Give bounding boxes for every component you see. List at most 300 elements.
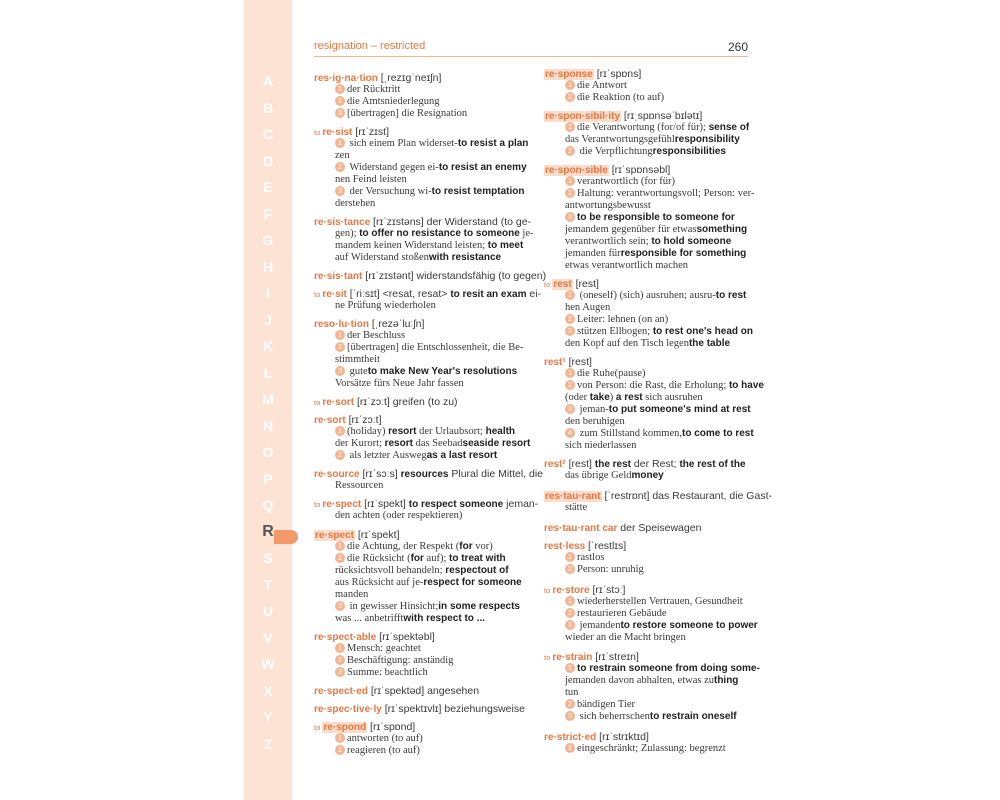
entry-line (565, 502, 587, 514)
entry-text: nen Feind leisten (335, 174, 407, 185)
headword: rest·less (544, 541, 586, 552)
entry-line (565, 428, 754, 440)
entry-text: auf); (423, 553, 449, 564)
entry-text: [rɪˈzɪst] (352, 126, 389, 138)
headword: res·tau·rant car (544, 523, 618, 534)
entry-line (565, 663, 760, 675)
example-phrase: to offer no resistance to someone (359, 228, 520, 239)
entry-line (565, 699, 635, 711)
thumb-index-letter-l[interactable]: L (263, 364, 273, 381)
sense-number: 3 (565, 326, 575, 336)
entry-text: [rest] (572, 278, 599, 290)
entry-text: das Verantwortungsgefühl (565, 134, 675, 145)
verb-marker: to (314, 398, 323, 407)
entry-text: [rɪˌspɒnsəˈbɪlətɪ] (621, 110, 703, 122)
verb-marker: to (544, 280, 553, 289)
entry-line (335, 577, 522, 589)
entry-line (565, 368, 646, 380)
example-phrase: to come to rest (682, 428, 754, 439)
entry-line (335, 162, 527, 174)
thumb-index-letter-i[interactable]: I (266, 285, 270, 301)
entry-text: Haltung: verantwortungsvoll; Person: ver- (577, 188, 755, 199)
headword: re·sort (322, 397, 355, 408)
entry-headword-line (314, 270, 546, 283)
entry-line (565, 212, 735, 224)
entry-line (335, 426, 515, 438)
entry-text: das Seebad (412, 438, 463, 449)
entry-text: (oneself) (sich) ausruhen; ausru- (577, 290, 716, 301)
entry-text: jemanden (577, 620, 621, 631)
entry-text: ) (609, 392, 616, 403)
example-phrase: to restrain someone from doing some- (577, 663, 760, 674)
entry-text: der Rest; (631, 458, 680, 470)
entry-text: als letzter Ausweg (347, 450, 427, 461)
entry-line (565, 122, 749, 134)
entry-text: antwortungsbewusst (565, 200, 651, 211)
entry-line (565, 470, 664, 482)
sense-number: 2 (565, 380, 575, 390)
entry-text: hen Augen (565, 302, 611, 313)
entry-line (565, 326, 753, 338)
sense-number: 1 (565, 122, 575, 132)
entry-text: tun (565, 687, 579, 698)
entry-line (565, 392, 703, 404)
thumb-index-letter-m[interactable]: M (262, 391, 274, 407)
example-phrase: to resist temptation (431, 186, 525, 197)
entry-line (565, 338, 730, 350)
entry-text: [rɪˈstreɪn] (592, 651, 639, 663)
example-phrase: to treat with (449, 553, 506, 564)
entry-text: sich niederlassen (565, 440, 637, 451)
example-phrase: as a last resort (426, 450, 498, 461)
entry-line (335, 438, 530, 450)
entry-text: die Antwort (577, 80, 627, 91)
entry-line (565, 620, 758, 632)
example-phrase: seaside resort (462, 438, 531, 449)
entry-text: stimmtheit (335, 354, 380, 365)
entry-line (335, 342, 523, 354)
headword: re·sis·tant (314, 271, 363, 282)
entry-text: den Kopf auf den Tisch legen (565, 338, 689, 349)
example-phrase: thing (713, 675, 739, 686)
sense-number: 1 (565, 552, 575, 562)
entry-line (335, 96, 439, 108)
entry-headword-line (314, 703, 525, 716)
sense-number: 2 (335, 96, 345, 106)
sense-number: 3 (335, 186, 345, 196)
entry-line (335, 240, 523, 252)
entry-line (565, 92, 664, 104)
entry-text: wieder an die Macht bringen (565, 632, 686, 643)
sense-number: 3 (565, 620, 575, 630)
verb-marker: to (544, 586, 553, 595)
thumb-index-letter-j[interactable]: J (264, 311, 272, 328)
headword: re·strict·ed (544, 732, 597, 743)
header-rule (314, 56, 748, 57)
sense-number: 2 (565, 146, 575, 156)
thumb-index-letter-n[interactable]: N (262, 417, 274, 434)
entry-text: jemandem gegenüber für etwas (565, 224, 697, 235)
entry-line (565, 596, 743, 608)
entry-text: Plural die Mittel, die (448, 468, 544, 480)
entry-line (335, 108, 467, 120)
example-phrase: to restrain oneself (649, 711, 737, 722)
entry-text: jemanden davon abhalten, etwas zu (565, 675, 714, 686)
example-phrase: to have (728, 380, 764, 391)
sense-number: 1 (335, 541, 345, 551)
headword: re·sort (314, 415, 346, 426)
entry-text: die Ruhe(pause) (577, 368, 646, 379)
entry-line (565, 608, 667, 620)
entry-line (565, 260, 688, 272)
entry-text: [rɪˈzɔːt] (345, 414, 382, 426)
headword: re·spon·sibil·ity (545, 111, 621, 122)
headword: re·spect·ed (314, 686, 368, 697)
entry-line (335, 150, 350, 162)
entry-text: manden (335, 589, 369, 600)
verb-marker: to (314, 128, 323, 137)
thumb-index-letter-d[interactable]: D (262, 152, 274, 169)
example-phrase: a rest (615, 392, 643, 403)
entry-line (565, 711, 737, 723)
entry-line (565, 632, 686, 644)
entry-text: je- (519, 228, 534, 239)
sense-number: 1 (565, 176, 575, 186)
sense-number: 1 (335, 643, 345, 653)
entry-text: [rɪˈspektəbl] (376, 631, 435, 643)
example-phrase: to resist an enemy (438, 162, 527, 173)
example-phrase: resort (388, 426, 417, 437)
example-phrase: to resist a plan (457, 138, 529, 149)
sense-number: 1 (335, 426, 345, 436)
entry-text: verantwortlich (for für) (577, 176, 675, 187)
entry-line (335, 589, 368, 601)
headword: re·spect (315, 530, 354, 541)
example-phrase: to respect someone (408, 499, 504, 510)
entry-text: [rɪˈstrɪktɪd] (596, 731, 649, 743)
example-phrase: with respect to ... (403, 613, 486, 624)
entry-text: die Rücksicht ( (347, 553, 411, 564)
entry-text: [rɪˈzɔːt] greifen (to zu) (354, 396, 458, 408)
example-phrase: out of (480, 565, 509, 576)
entry-text: [rɪˈspɒns] (593, 68, 642, 80)
example-phrase: to be responsible to someone for (577, 212, 735, 223)
thumb-index-letter-k[interactable]: K (262, 338, 274, 354)
example-phrase: to restore someone to power (620, 620, 758, 631)
entry-line (335, 330, 405, 342)
thumb-index-letter-h[interactable]: H (262, 258, 274, 275)
thumb-index-letter-r[interactable]: R (262, 522, 274, 540)
thumb-index-letter-e[interactable]: E (263, 179, 273, 195)
entry-text: [übertragen] die Entschlossenheit, die Be- (347, 342, 524, 353)
entry-text: Summe: beachtlich (347, 667, 428, 678)
entry-line (335, 228, 534, 240)
entry-text: aus Rücksicht auf je- (335, 577, 424, 588)
entry-text: jemanden für (565, 248, 621, 259)
headword: re·source (314, 469, 360, 480)
entry-line (565, 564, 644, 576)
entry-line (335, 667, 428, 679)
thumb-index-letter-t[interactable]: T (263, 576, 273, 593)
thumb-index-letter-o[interactable]: O (262, 444, 274, 460)
entry-text: restaurieren Gebäude (577, 608, 667, 619)
thumb-index-letter-u[interactable]: U (262, 603, 274, 619)
headword: reso·lu·tion (314, 319, 369, 330)
sense-number: 3 (565, 404, 575, 414)
entry-text: (oder (565, 392, 590, 403)
entry-line (565, 200, 651, 212)
entry-text: [ˈrestrɒnt] das Restaurant, die Gast- (601, 490, 772, 502)
entry-text: stätte (565, 502, 588, 513)
example-phrase: the rest (594, 459, 631, 470)
sense-number: 1 (565, 80, 575, 90)
entry-text: Mensch: geachtet (347, 643, 421, 654)
entry-text: der Versuchung wi- (347, 186, 432, 197)
entry-line (335, 480, 383, 492)
sense-number: 2 (565, 314, 575, 324)
entry-line (335, 354, 380, 366)
example-phrase: in some respects (438, 601, 520, 612)
sense-number: 2 (565, 564, 575, 574)
example-phrase: for (410, 553, 424, 564)
entry-line (335, 84, 400, 96)
entry-line (565, 188, 754, 200)
example-phrase: responsibility (674, 134, 740, 145)
entry-line (335, 601, 520, 613)
entry-text: Ressourcen (335, 480, 384, 491)
entry-text: die Amtsniederlegung (347, 96, 440, 107)
example-phrase: to resit an exam (450, 289, 527, 300)
thumb-index-letter-z[interactable]: Z (263, 735, 273, 752)
sense-number: 3 (565, 212, 575, 222)
entry-text: die Verantwortung (for/of für); (577, 122, 709, 133)
headword: re·strain (552, 652, 593, 663)
entry-text: zen (335, 150, 350, 161)
entry-line (565, 675, 738, 687)
example-phrase: take (589, 392, 610, 403)
entry-text: rastlos (577, 552, 605, 563)
entry-text: wiederherstellen Vertrauen, Gesundheit (577, 596, 743, 607)
entry-text: [ˌrezɪɡˈneɪʃn] (377, 72, 442, 84)
example-phrase: for (459, 541, 473, 552)
entry-line (565, 743, 726, 755)
headword: re·sist (322, 127, 353, 138)
entry-line (335, 198, 375, 210)
entry-line (565, 146, 726, 158)
entry-text: [rɪˈstɔː] (589, 584, 626, 596)
example-phrase: to make New Year's resolutions (367, 366, 518, 377)
entry-text: bändigen Tier (577, 699, 636, 710)
entry-text: Widerstand gegen ei- (347, 162, 439, 173)
entry-text: ne Prüfung wiederholen (335, 300, 436, 311)
headword: re·spon·sible (545, 165, 608, 176)
sense-number: 3 (335, 667, 345, 677)
sense-number: 2 (335, 450, 345, 460)
example-phrase: resort (384, 438, 413, 449)
entry-text: die Achtung, der Respekt ( (347, 541, 460, 552)
entry-headword-line (314, 685, 479, 698)
entry-text: [übertragen] die Resignation (347, 108, 468, 119)
example-phrase: the rest of the (679, 459, 746, 470)
sense-number: 2 (565, 699, 575, 709)
entry-text: von Person: die Rast, die Erholung; (577, 380, 729, 391)
example-phrase: to hold someone (651, 236, 732, 247)
entry-line (335, 378, 464, 390)
example-phrase: something (696, 224, 748, 235)
entry-text: der Urlaubsort; (416, 426, 486, 437)
example-phrase: responsible for something (620, 248, 747, 259)
verb-marker: to (314, 290, 323, 299)
headword: re·spec·tive·ly (314, 704, 382, 715)
entry-line (335, 300, 436, 312)
entry-line (565, 404, 751, 416)
entry-line (565, 416, 625, 428)
thumb-index-letter-a[interactable]: A (262, 73, 274, 89)
sense-number: 2 (565, 608, 575, 618)
headword: rest² (544, 459, 566, 470)
entry-text: Vorsätze fürs Neue Jahr fassen (335, 378, 464, 389)
sense-number: 2 (335, 655, 345, 665)
entry-line (565, 380, 764, 392)
entry-text: [rɪˈspekt] (354, 529, 400, 541)
entry-text: Beschäftigung: anständig (347, 655, 454, 666)
sense-number: 1 (565, 290, 575, 300)
entry-text: der Speisewagen (617, 522, 702, 534)
entry-line (565, 440, 636, 452)
thumb-index-letter-x[interactable]: X (263, 682, 273, 699)
entry-text: [rɪˈspekt] (361, 498, 409, 510)
entry-line (335, 186, 524, 198)
sense-number: 4 (565, 428, 575, 438)
entry-line (565, 314, 668, 326)
entry-line (335, 613, 485, 625)
example-phrase: to meet (487, 240, 524, 251)
sense-number: 1 (565, 743, 575, 753)
sense-number: 2 (565, 188, 575, 198)
thumb-index-letter-f[interactable]: F (263, 205, 273, 222)
thumb-index-letter-s[interactable]: S (263, 550, 273, 566)
example-phrase: responsibilities (652, 146, 726, 157)
entry-text: auf Widerstand stoßen (335, 252, 429, 263)
entry-text: was ... anbetrifft (335, 613, 404, 624)
headword: re·sponse (545, 69, 593, 80)
entry-text: gen); (335, 228, 360, 239)
entry-text: [rest] (565, 356, 592, 368)
entry-text: mandem keinen Widerstand leisten; (335, 240, 488, 251)
headword: re·sit (322, 289, 347, 300)
thumb-index-letter-p[interactable]: P (263, 470, 273, 487)
entry-text: [ˌrezəˈluːʃn] (369, 318, 425, 330)
example-phrase: respect (445, 565, 481, 576)
entry-line (335, 565, 509, 577)
example-phrase: the table (688, 338, 731, 349)
entry-line (565, 176, 675, 188)
entry-line (565, 302, 610, 314)
entry-line (565, 224, 747, 236)
thumb-index-letter-c[interactable]: C (262, 126, 274, 142)
sense-number: 1 (565, 368, 575, 378)
sense-number: 2 (335, 745, 345, 755)
entry-text: jeman- (577, 404, 609, 415)
thumb-index-letter-w[interactable]: W (261, 656, 275, 672)
entry-text: der Kurort; (335, 438, 385, 449)
verb-marker: to (314, 723, 323, 732)
entry-text: vor) (472, 541, 493, 552)
sense-number: 3 (335, 108, 345, 118)
thumb-index-letter-v[interactable]: V (263, 629, 273, 646)
entry-text: stützen Ellbogen; (577, 326, 653, 337)
example-phrase: respect for someone (423, 577, 522, 588)
verb-marker: to (314, 500, 323, 509)
example-phrase: to rest one's head on (652, 326, 753, 337)
entry-text: sich einem Plan widerset- (347, 138, 458, 149)
thumb-index-letter-q[interactable]: Q (262, 497, 274, 513)
entry-text: gute (347, 366, 368, 377)
entry-line (335, 252, 501, 264)
headword: res·tau·rant (545, 491, 601, 502)
sense-number: 1 (565, 663, 575, 673)
page-header-title: resignation – restricted (314, 40, 426, 52)
example-phrase: to put someone's mind at rest (608, 404, 751, 415)
page-number: 260 (727, 40, 748, 54)
sense-number: 1 (335, 733, 345, 743)
entry-text: [ˈriːsɪt] <resat, resat> (346, 288, 451, 300)
headword: rest (553, 279, 572, 290)
entry-line (335, 745, 420, 757)
entry-line (565, 687, 578, 699)
entry-text: antworten (to auf) (347, 733, 423, 744)
example-phrase: with resistance (428, 252, 502, 263)
entry-text: die Reaktion (to auf) (577, 92, 665, 103)
example-phrase: resources (400, 469, 449, 480)
entry-text: die Verpflichtung (577, 146, 653, 157)
entry-text: [rest] (565, 458, 595, 470)
headword: rest¹ (544, 357, 566, 368)
example-phrase: to rest (715, 290, 747, 301)
sense-number: 2 (335, 162, 345, 172)
headword: re·spect (322, 499, 362, 510)
thumb-index-letter-b[interactable]: B (262, 99, 274, 116)
entry-text: den achten (oder respektieren) (335, 510, 463, 521)
verb-marker: to (544, 653, 553, 662)
entry-text: Leiter: lehnen (on an) (577, 314, 669, 325)
sense-number: 2 (335, 553, 345, 563)
thumb-index-letter-g[interactable]: G (262, 232, 274, 248)
sense-number: 1 (565, 596, 575, 606)
entry-text: etwas verantwortlich machen (565, 260, 689, 271)
entry-text: sich beherrschen (577, 711, 650, 722)
entry-line (565, 290, 746, 302)
headword: res·ig·na·tion (314, 73, 378, 84)
sense-number: 3 (335, 601, 345, 611)
thumb-index-letter-y[interactable]: Y (263, 709, 273, 725)
entry-text: derstehen (335, 198, 376, 209)
entry-text: der Rücktritt (347, 84, 401, 95)
entry-line (335, 138, 528, 150)
sense-number: 1 (335, 138, 345, 148)
entry-line (335, 655, 453, 667)
entry-text: in gewisser Hinsicht; (347, 601, 439, 612)
entry-line (565, 134, 740, 146)
entry-line (565, 236, 731, 248)
sense-number: 3 (335, 366, 345, 376)
entry-text: zum Stillstand kommen, (577, 428, 682, 439)
entry-text: [rɪˈzɪstəns] der Widerstand (to ge- (370, 216, 532, 228)
entry-text: (holiday) (347, 426, 389, 437)
entry-line (335, 643, 421, 655)
headword: re·store (552, 585, 590, 596)
headword: re·spect·able (314, 632, 377, 643)
